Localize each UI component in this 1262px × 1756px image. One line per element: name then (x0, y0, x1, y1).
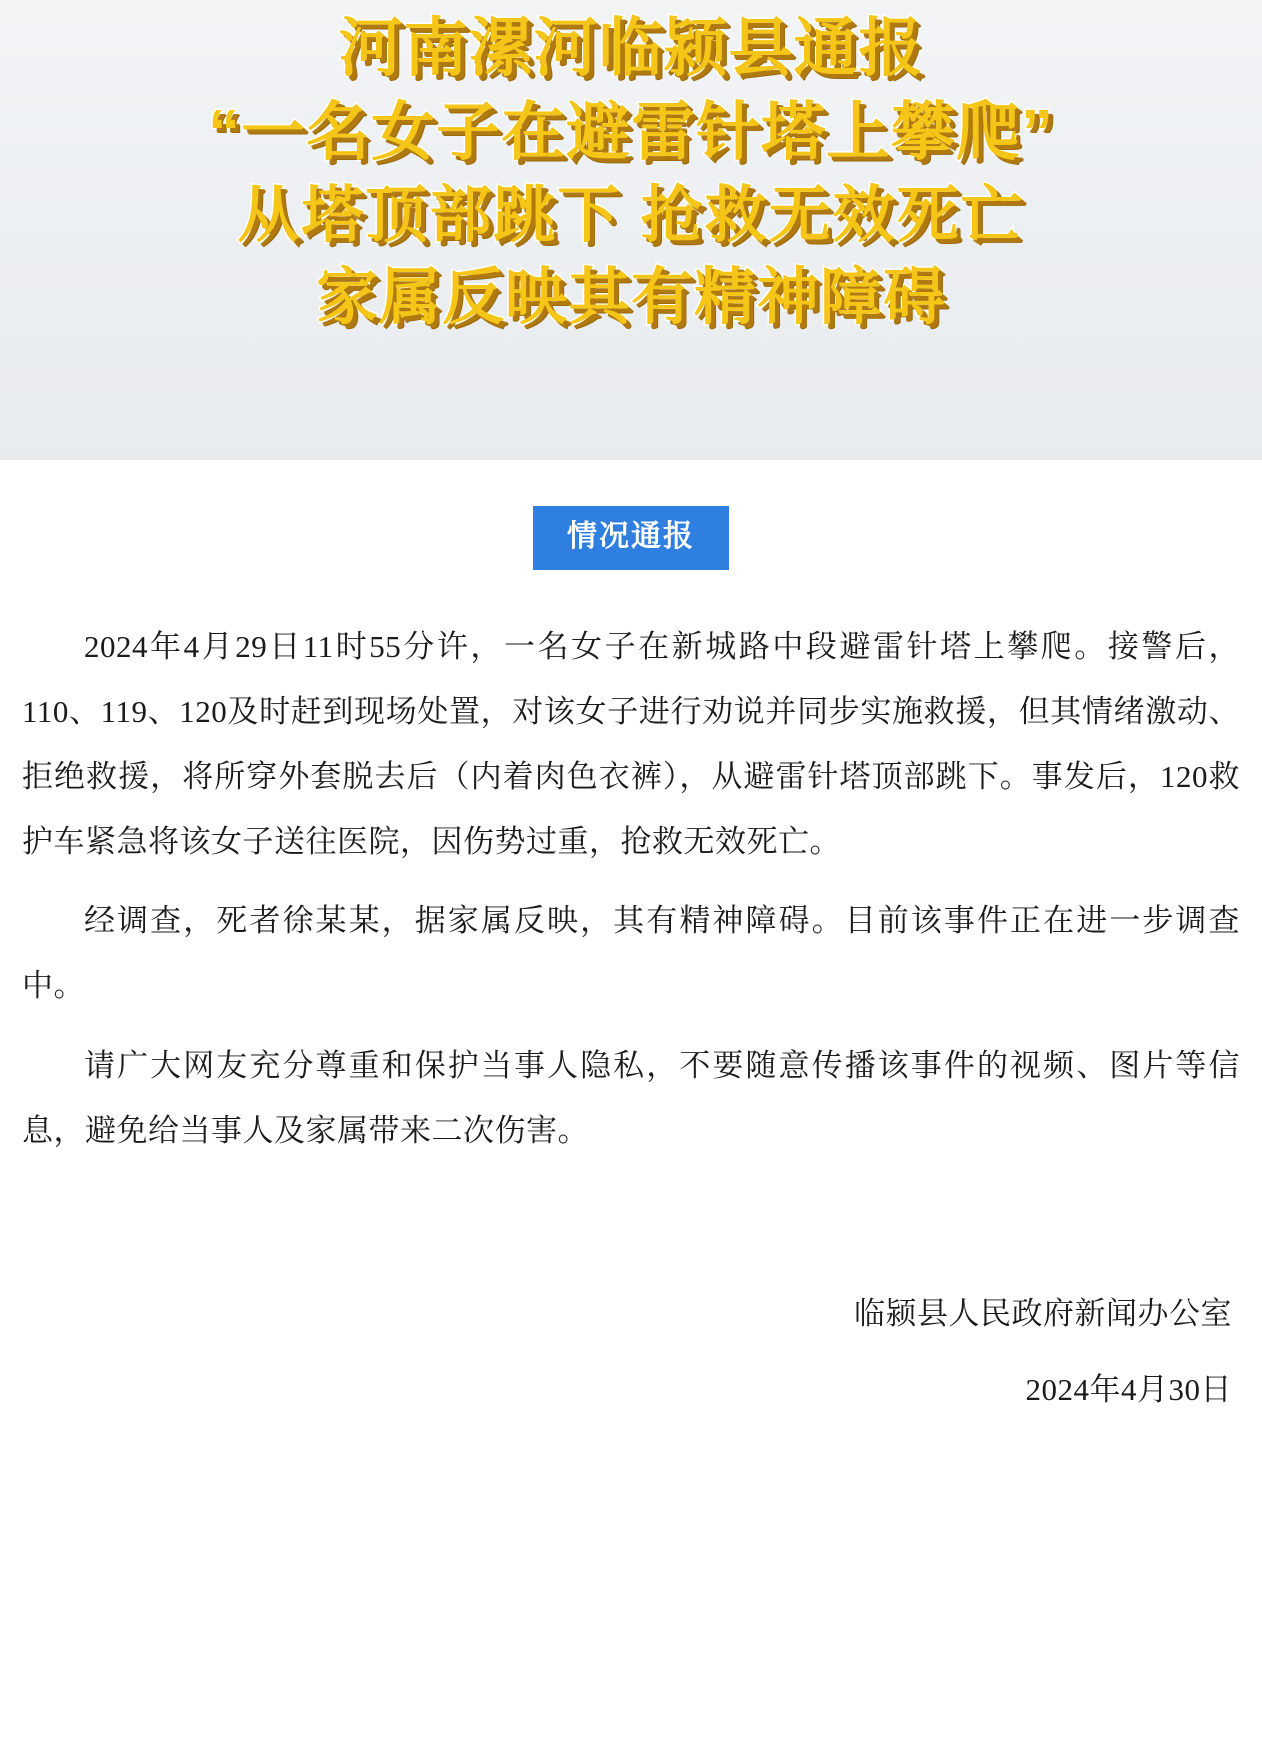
headline-line-1: 河南漯河临颍县通报 (338, 12, 924, 84)
headline-line-3: 从塔顶部跳下 抢救无效死亡 (237, 180, 1025, 250)
notice-document (0, 506, 1262, 1461)
badge-row (22, 506, 1240, 570)
notice-paragraph-1: 2024年4月29日11时55分许，一名女子在新城路中段避雷针塔上攀爬。接警后，110、119、120及时赶到现场处置，对该女子进行劝说并同步实施救援，但其情绪激动、拒绝救援，将所穿外套脱去后（内着肉色衣裤），从避雷针塔顶部跳下。事发后，120救护车紧急将该女子送往医院，因伤势过重，抢救无效死亡。 (22, 629, 1240, 860)
notice-title-badge: 情况通报 (533, 506, 729, 570)
notice-paragraph-2: 经调查，死者徐某某，据家属反映，其有精神障碍。目前该事件正在进一步调查中。 (22, 903, 1240, 1004)
signature-block (22, 1283, 1240, 1421)
signature-date: 2024年4月30日 (1025, 1371, 1232, 1407)
headline-banner (0, 0, 1262, 460)
headline-line-4: 家属反映其有精神障碍 (315, 262, 946, 332)
notice-paragraph-3: 请广大网友充分尊重和保护当事人隐私，不要随意传播该事件的视频、图片等信息，避免给当事人及家属带来二次伤害。 (22, 1047, 1240, 1148)
signature-organization: 临颍县人民政府新闻办公室 (854, 1295, 1232, 1331)
headline-line-2: “一名女子在避雷针塔上攀爬” (208, 96, 1054, 169)
